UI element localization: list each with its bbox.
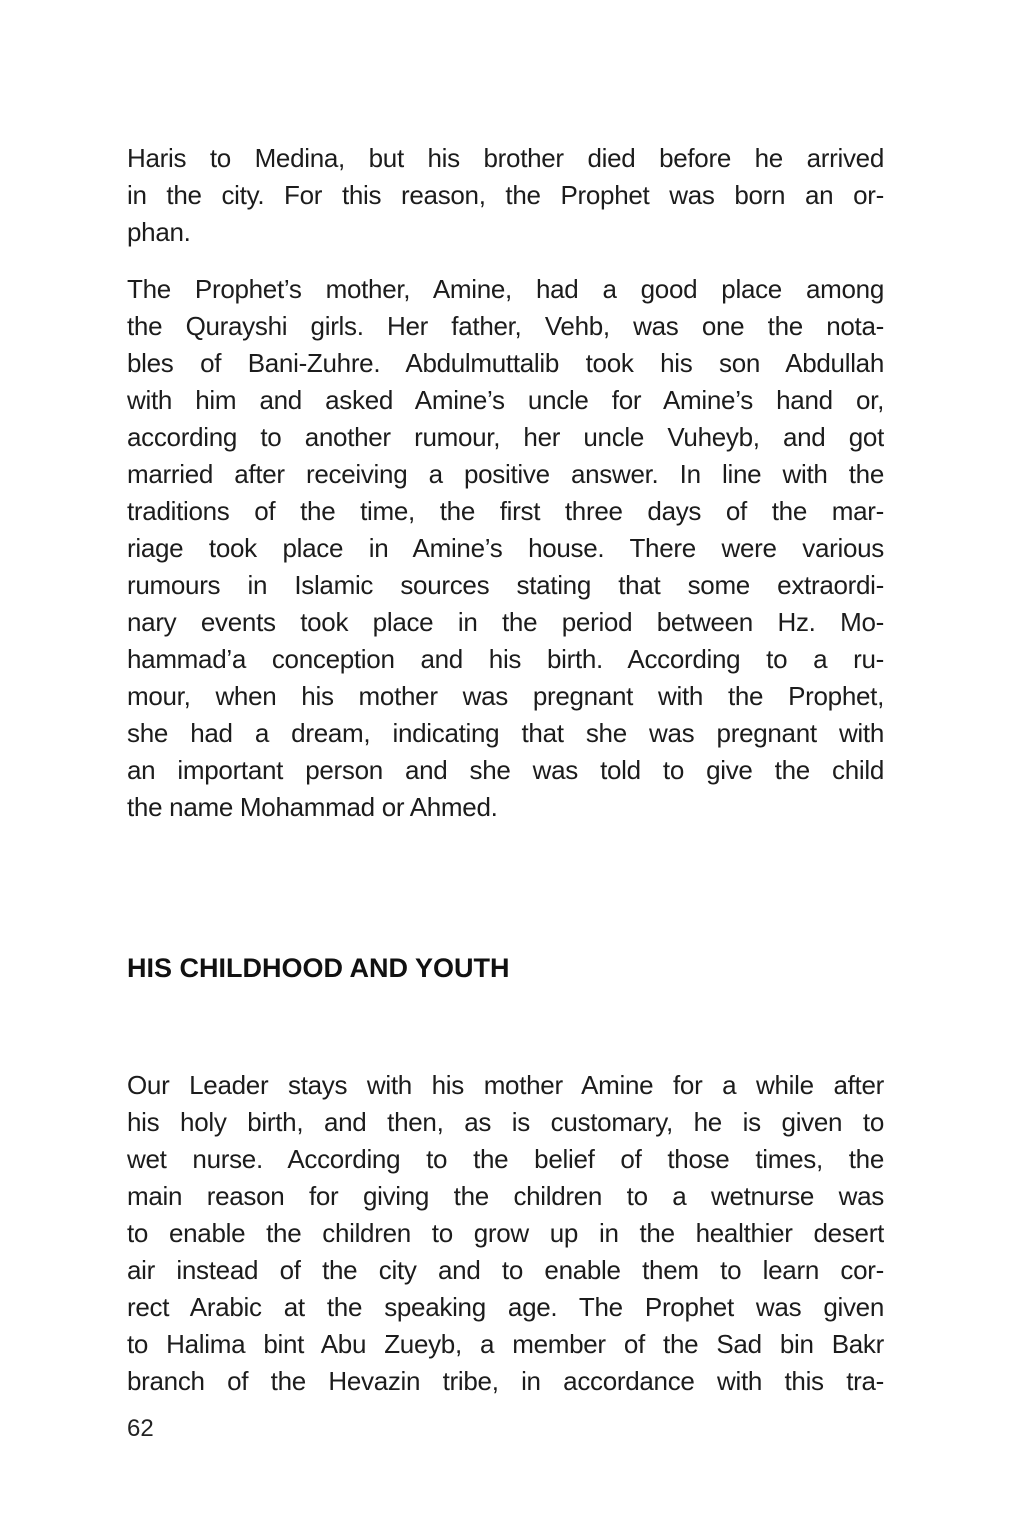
text-line: phan. — [127, 217, 191, 247]
text-block — [127, 140, 884, 1444]
section-heading: HIS CHILDHOOD AND YOUTH — [127, 953, 510, 983]
text-line: rect Arabic at the speaking age. The Prophet was given — [127, 1292, 884, 1322]
text-line: hammad’a conception and his birth. According to a ru- — [127, 644, 884, 674]
paragraph-childhood — [127, 1067, 884, 1400]
text-line: his holy birth, and then, as is customary, he is given to — [127, 1107, 884, 1137]
text-line: nary events took place in the period between Hz. Mo- — [127, 607, 884, 637]
text-line: married after receiving a positive answer. In line with the — [127, 459, 884, 489]
text-line: air instead of the city and to enable them to learn cor- — [127, 1255, 884, 1285]
text-line: the Qurayshi girls. Her father, Vehb, was one the nota- — [127, 311, 884, 341]
page-number: 62 — [127, 1415, 154, 1442]
text-line: she had a dream, indicating that she was pregnant with — [127, 718, 884, 748]
text-line: an important person and she was told to give the child — [127, 755, 884, 785]
text-line: with him and asked Amine’s uncle for Amine’s hand or, — [127, 385, 884, 415]
text-line: traditions of the time, the first three days of the mar- — [127, 496, 884, 526]
text-line: main reason for giving the children to a wetnurse was — [127, 1181, 884, 1211]
text-line: branch of the Hevazin tribe, in accordance with this tra- — [127, 1366, 884, 1396]
text-line: Our Leader stays with his mother Amine for a while after — [127, 1070, 884, 1100]
paragraph-orphan — [127, 140, 884, 251]
text-line: wet nurse. According to the belief of those times, the — [127, 1144, 884, 1174]
text-line: bles of Bani-Zuhre. Abdulmuttalib took his son Abdullah — [127, 348, 884, 378]
text-line: The Prophet’s mother, Amine, had a good place among — [127, 274, 884, 304]
paragraph-mother-amine — [127, 271, 884, 826]
text-line: the name Mohammad or Ahmed. — [127, 792, 498, 822]
text-line: Haris to Medina, but his brother died before he arrived — [127, 143, 884, 173]
text-line: rumours in Islamic sources stating that some extraordi- — [127, 570, 884, 600]
text-line: mour, when his mother was pregnant with the Prophet, — [127, 681, 884, 711]
text-line: according to another rumour, her uncle Vuheyb, and got — [127, 422, 884, 452]
text-line: to Halima bint Abu Zueyb, a member of the Sad bin Bakr — [127, 1329, 884, 1359]
text-line: riage took place in Amine’s house. There were various — [127, 533, 884, 563]
text-line: to enable the children to grow up in the healthier desert — [127, 1218, 884, 1248]
text-line: in the city. For this reason, the Prophet was born an or- — [127, 180, 884, 210]
